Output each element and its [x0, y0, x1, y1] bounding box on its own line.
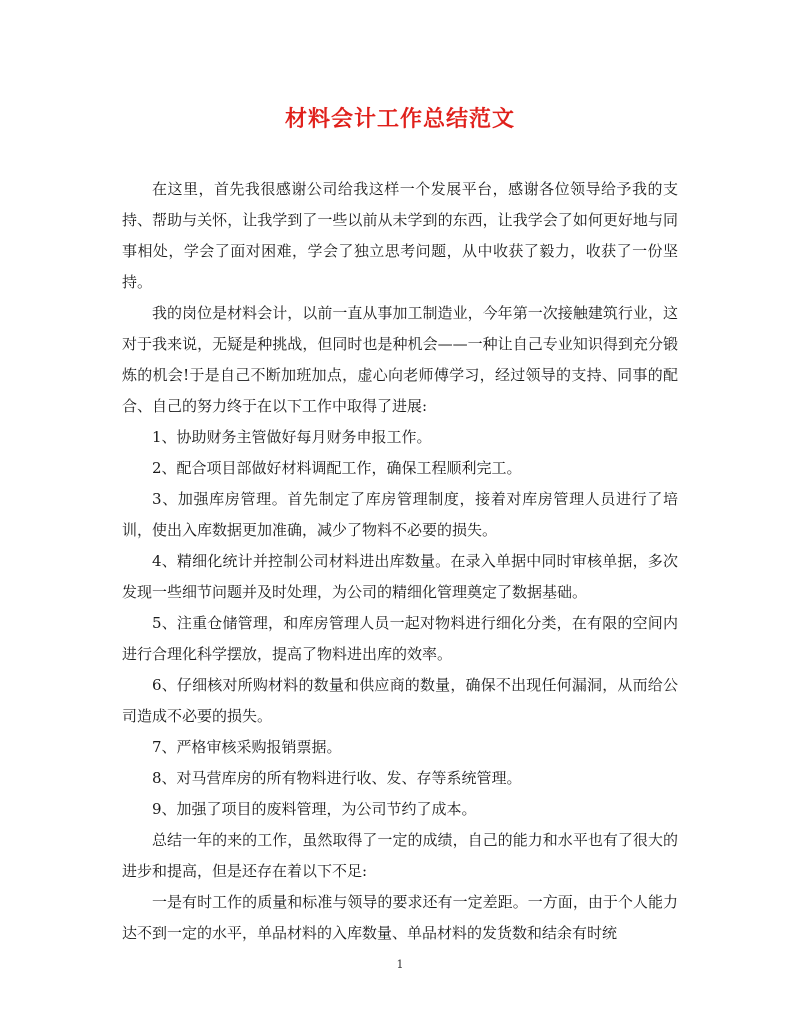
list-item-9: 9、加强了项目的废料管理，为公司节约了成本。 — [152, 800, 477, 818]
list-item-3: 3、加强库房管理。首先制定了库房管理制度，接着对库房管理人员进行了培训，使出入库数据更加准确，减少了物料不必要的损失。 — [122, 490, 678, 539]
paragraph-shortcomings: 一是有时工作的质量和标准与领导的要求还有一定差距。一方面，由于个人能力达不到一定的水平，单品材料的入库数量、单品材料的发货数和结余有时统 — [122, 893, 678, 942]
list-item-2: 2、配合项目部做好材料调配工作，确保工程顺利完工。 — [152, 459, 522, 477]
list-item-8: 8、对马营库房的所有物料进行收、发、存等系统管理。 — [152, 769, 522, 787]
list-item-1: 1、协助财务主管做好每月财务申报工作。 — [152, 428, 432, 446]
document-body — [122, 174, 678, 949]
list-item-4: 4、精细化统计并控制公司材料进出库数量。在录入单据中同时审核单据，多次发现一些细节问题并及时处理，为公司的精细化管理奠定了数据基础。 — [122, 552, 678, 601]
list-item-5: 5、注重仓储管理，和库房管理人员一起对物料进行细化分类，在有限的空间内进行合理化科学摆放，提高了物料进出库的效率。 — [122, 614, 678, 663]
list-item-6: 6、仔细核对所购材料的数量和供应商的数量，确保不出现任何漏洞，从而给公司造成不必要的损失。 — [122, 676, 678, 725]
paragraph-summary: 总结一年的来的工作，虽然取得了一定的成绩，自己的能力和水平也有了很大的进步和提高，但是还存在着以下不足: — [122, 831, 678, 880]
list-item-7: 7、严格审核采购报销票据。 — [152, 738, 342, 756]
paragraph-intro: 在这里，首先我很感谢公司给我这样一个发展平台，感谢各位领导给予我的支持、帮助与关怀，让我学到了一些以前从未学到的东西，让我学会了如何更好地与同事相处，学会了面对困难，学会了独立思考问题，从中收获了毅力，收获了一份坚持。 — [122, 180, 678, 291]
page-number: 1 — [396, 958, 404, 971]
paragraph-position: 我的岗位是材料会计，以前一直从事加工制造业，今年第一次接触建筑行业，这对于我来说，无疑是种挑战，但同时也是种机会——一种让自己专业知识得到充分锻炼的机会!于是自己不断加班加点，虚心向老师傅学习，经过领导的支持、同事的配合、自己的努力终于在以下工作中取得了进展: — [122, 304, 678, 415]
document-title: 材料会计工作总结范文 — [284, 106, 515, 132]
